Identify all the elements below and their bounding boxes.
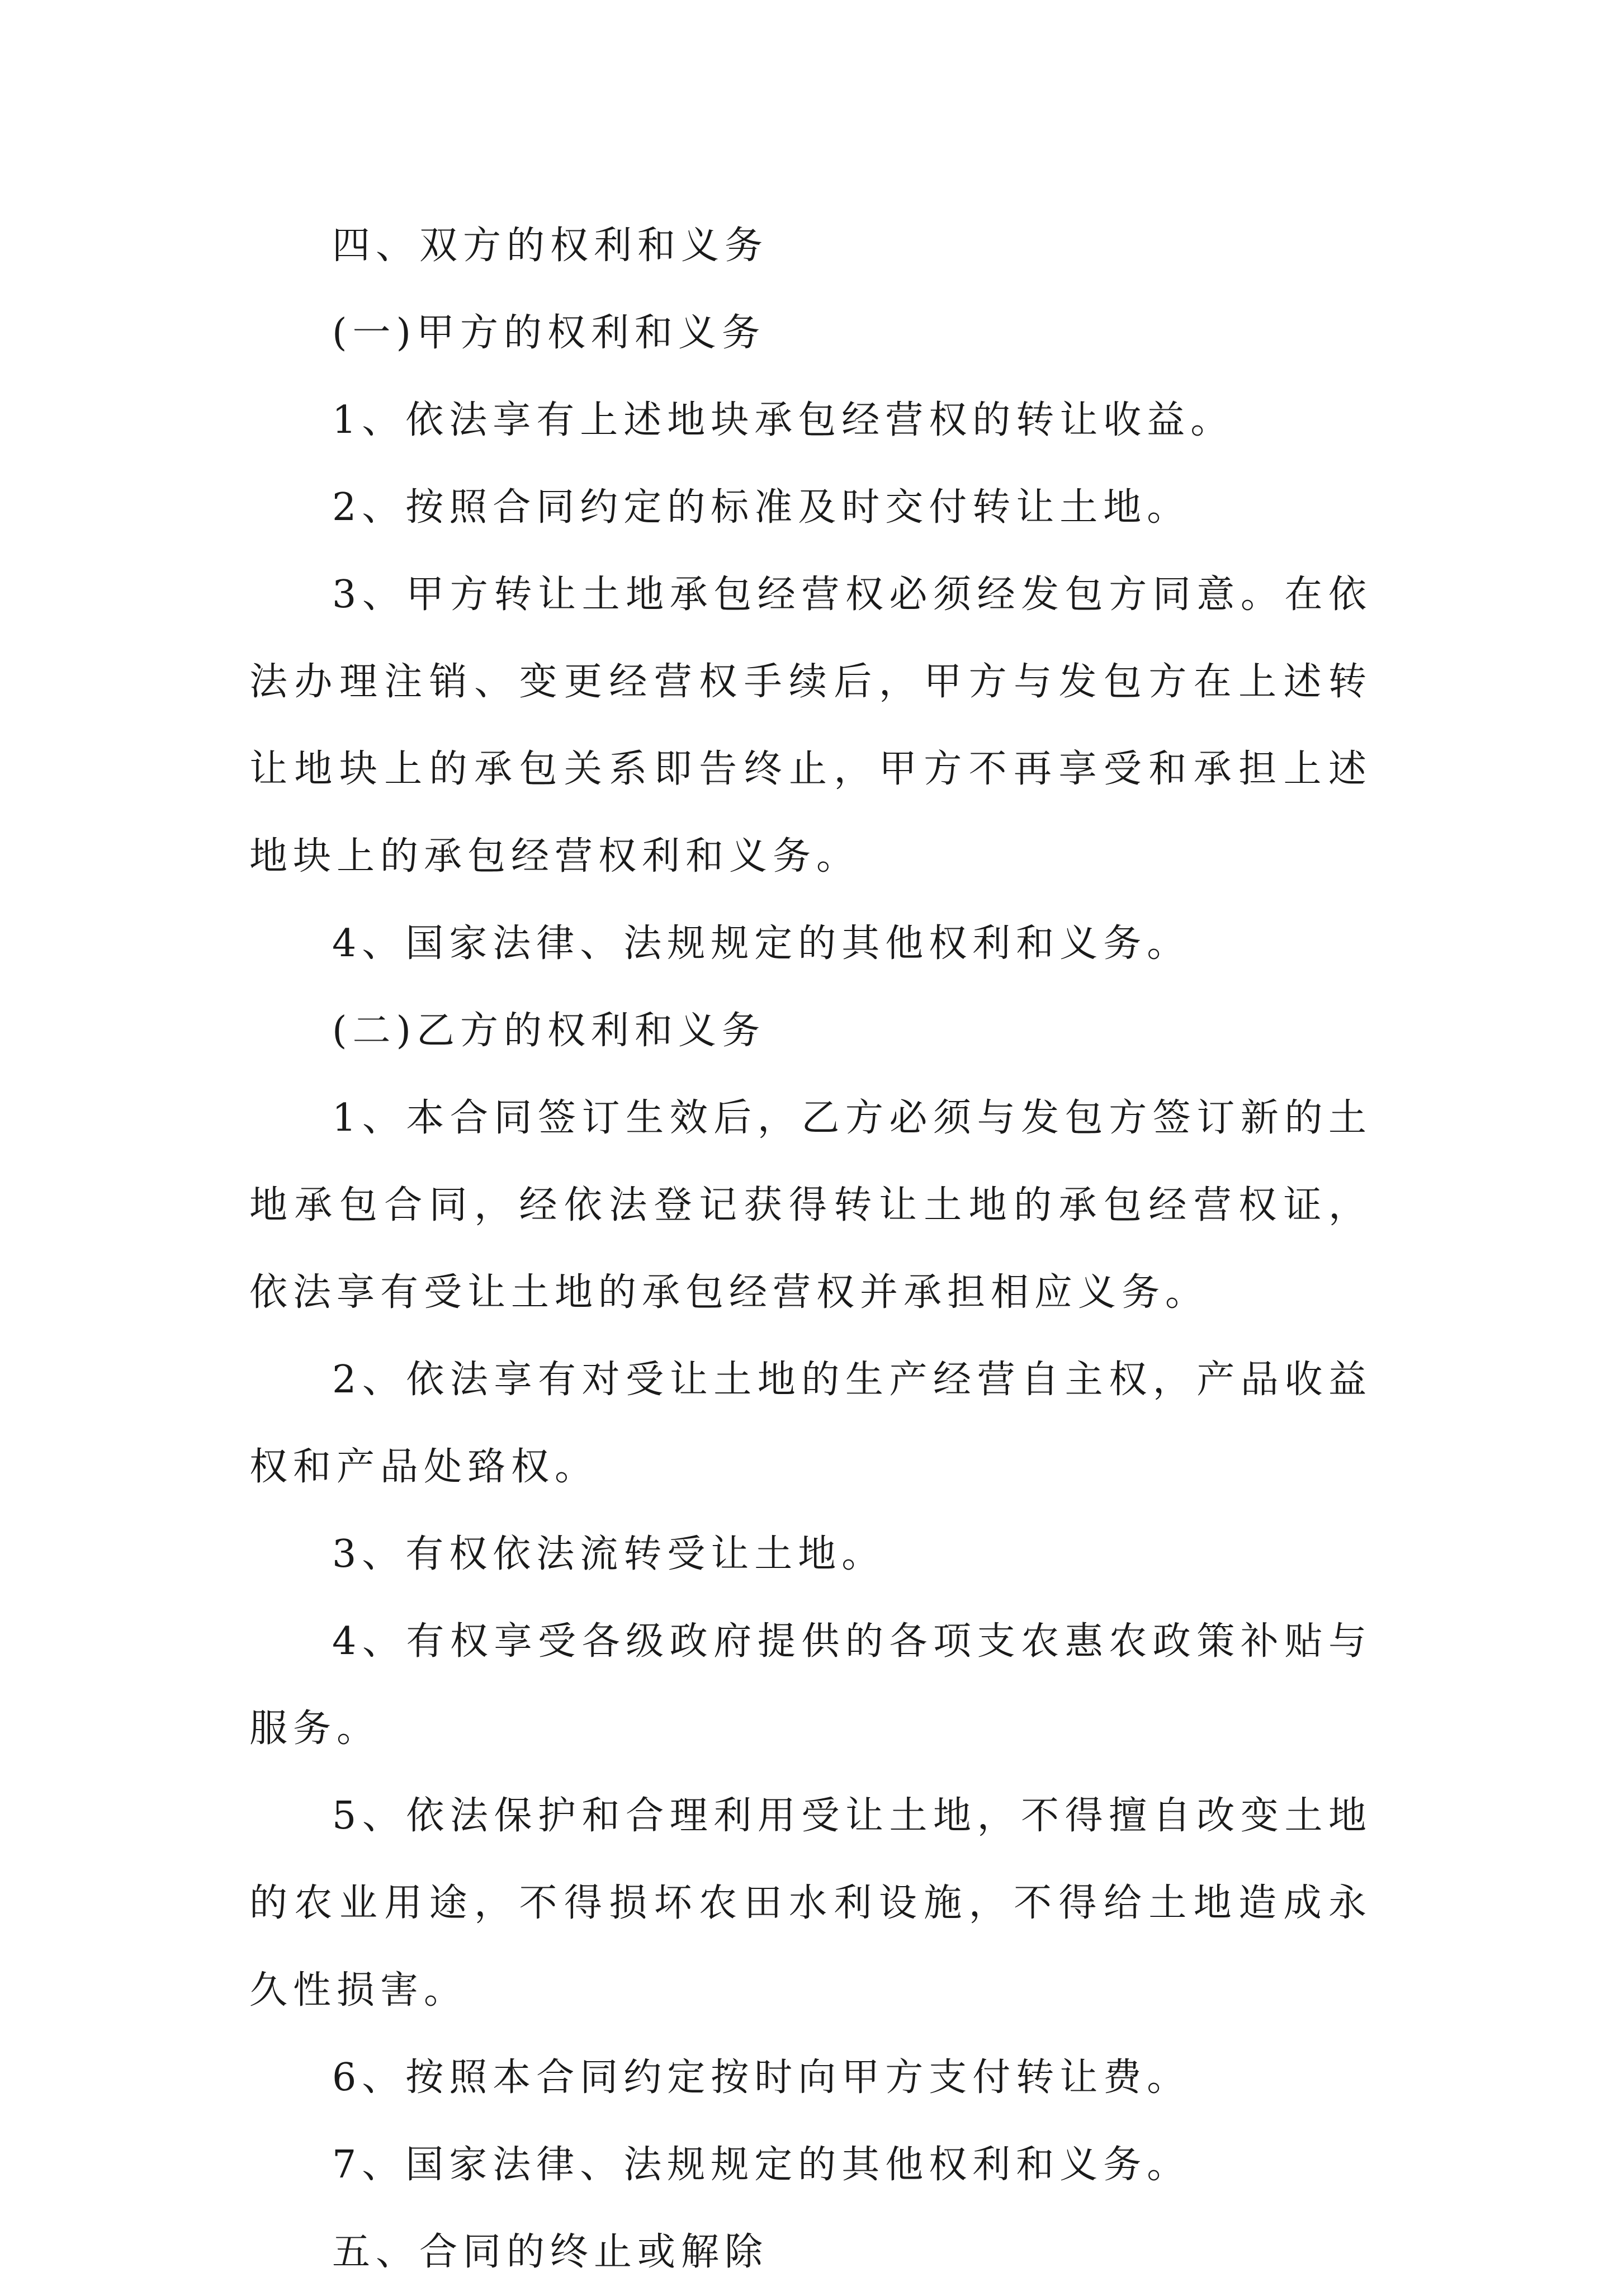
subsection-heading-party-a: (一)甲方的权利和义务 [332,311,766,355]
party-a-clause-1: 1、依法享有上述地块承包经营权的转让收益。 [332,398,1234,442]
party-b-clause-5: 5、依法保护和合理利用受让土地，不得擅自改变土地的农业用途，不得损坏农田水利设施，不得给土地造成永久性损害。 [249,1794,1372,2012]
party-b-clause-2: 2、依法享有对受让土地的生产经营自主权，产品收益权和产品处臵权。 [249,1358,1372,1489]
party-b-clause-1: 1、本合同签订生效后，乙方必须与发包方签订新的土地承包合同，经依法登记获得转让土地的承包经营权证，依法享有受让土地的承包经营权并承担相应义务。 [249,1096,1372,1315]
party-b-clause-3: 3、有权依法流转受让土地。 [332,1532,886,1576]
party-a-clause-2: 2、按照合同约定的标准及时交付转让土地。 [332,485,1191,530]
section-heading-termination: 五、合同的终止或解除 [332,2230,769,2274]
party-b-clause-7: 7、国家法律、法规规定的其他权利和义务。 [332,2143,1191,2187]
party-b-clause-6: 6、按照本合同约定按时向甲方支付转让费。 [332,2056,1191,2100]
section-heading-rights-obligations: 四、双方的权利和义务 [332,224,769,268]
party-a-clause-4: 4、国家法律、法规规定的其他权利和义务。 [332,922,1191,966]
document-body [249,202,1372,2296]
party-a-clause-3: 3、甲方转让土地承包经营权必须经发包方同意。在依法办理注销、变更经营权手续后，甲方与发包方在上述转让地块上的承包关系即告终止，甲方不再享受和承担上述地块上的承包经营权利和义务。 [249,573,1372,878]
party-b-clause-4: 4、有权享受各级政府提供的各项支农惠农政策补贴与服务。 [249,1619,1372,1751]
subsection-heading-party-b: (二)乙方的权利和义务 [332,1009,766,1053]
